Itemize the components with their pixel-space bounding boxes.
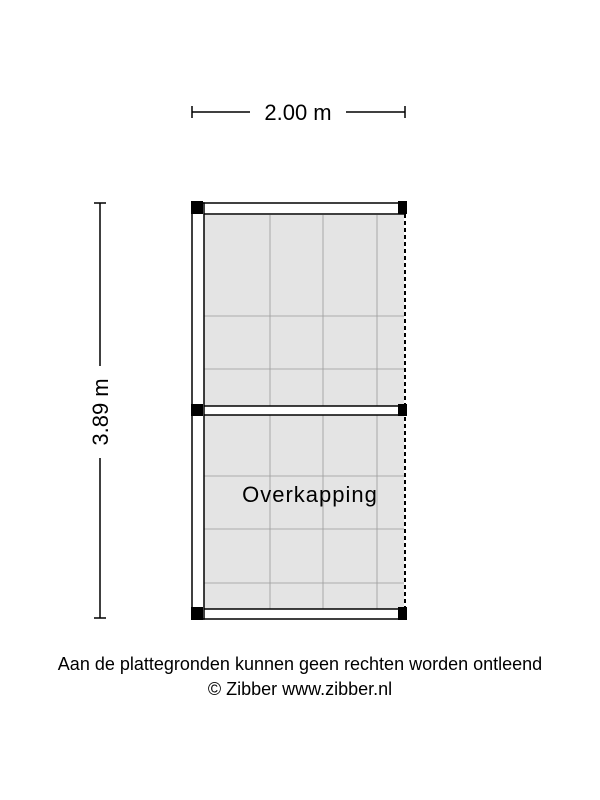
top-beam (196, 203, 405, 214)
height-dimension (88, 203, 113, 618)
bottom-beam (196, 609, 405, 619)
post-top-left (191, 201, 203, 214)
post-middle-left (191, 404, 203, 416)
middle-beam (196, 406, 405, 415)
width-dimension (192, 100, 405, 125)
width-label: 2.00 m (264, 100, 332, 125)
post-bottom-right (398, 607, 407, 620)
post-top-right (398, 201, 407, 214)
copyright-text: © Zibber www.zibber.nl (207, 679, 393, 699)
disclaimer-text: Aan de plattegronden kunnen geen rechten worden ontleend (57, 654, 543, 674)
room-label: Overkapping (242, 482, 378, 507)
height-label: 3.89 m (88, 378, 113, 446)
post-bottom-left (191, 607, 203, 620)
